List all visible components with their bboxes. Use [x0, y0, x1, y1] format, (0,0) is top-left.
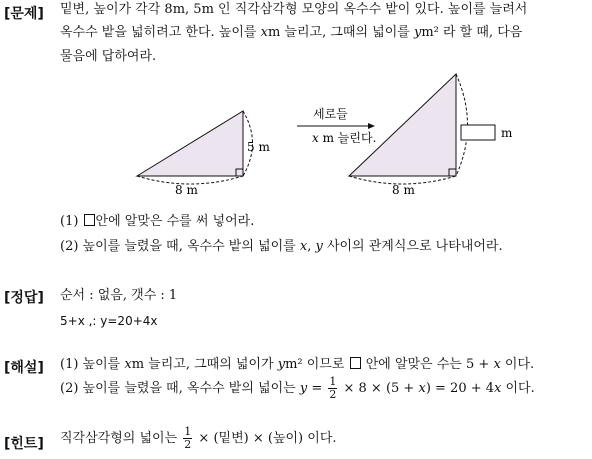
problem-tag: [문제] [4, 6, 44, 22]
arrow-head [368, 123, 375, 129]
left-height-label: 5 m [247, 140, 270, 154]
question-2: (2) 높이를 늘렸을 때, 옥수수 밭의 넓이를 x, y 사이의 관계식으로 나타내어라. [60, 239, 503, 254]
hint-tag: [힌트] [4, 436, 44, 452]
explanation-tag: [해설] [4, 360, 44, 376]
arrow-top-label: 세로들 [313, 107, 348, 121]
answer-tag: [정답] [4, 290, 44, 306]
blank-box-icon [84, 214, 95, 226]
left-triangle [137, 111, 243, 176]
fraction-half: $\frac{1}{2}$ [329, 375, 337, 401]
problem-line-2: 옥수수 밭을 넓히려고 한다. 높이를 xm 늘리고, 그때의 넓이를 ym² 라 할 때, 다음 [60, 25, 523, 40]
figure [0, 70, 592, 205]
fraction-half: $\frac{1}{2}$ [184, 425, 192, 451]
question-1: (1) 안에 알맞은 수를 써 넣어라. [60, 214, 255, 229]
right-box-unit: m [501, 126, 513, 140]
answer-line-1: 순서 : 없음, 갯수 : 1 [60, 288, 178, 303]
problem-line-3: 물음에 답하여라. [60, 49, 157, 64]
hint-line: 직각삼각형의 넓이는 $\frac{1}{2}$ × (밑변) × (높이) 이다. [60, 425, 337, 451]
problem-line-1: 밑변, 높이가 각각 8m, 5m 인 직각삼각형 모양의 옥수수 밭이 있다. 높이를 늘려서 [60, 2, 528, 17]
right-base-label: 8 m [392, 183, 415, 197]
blank-box-icon [350, 357, 361, 369]
arrow-bottom-label: x m 늘린다. [312, 131, 377, 145]
right-triangle [349, 74, 456, 176]
answer-box[interactable] [461, 125, 495, 140]
left-base-label: 8 m [175, 183, 198, 197]
explanation-line-1: (1) 높이를 xm 늘리고, 그때의 넓이가 ym² 이므로 안에 알맞은 수는 5 + x 이다. [60, 357, 535, 372]
answer-line-2: 5+x ,: y=20+4x [60, 314, 158, 328]
explanation-line-2: (2) 높이를 늘렸을 때, 옥수수 밭의 넓이는 y = $\frac{1}{2}$ × 8 × (5 + x) = 20 + 4x 이다. [60, 375, 535, 401]
